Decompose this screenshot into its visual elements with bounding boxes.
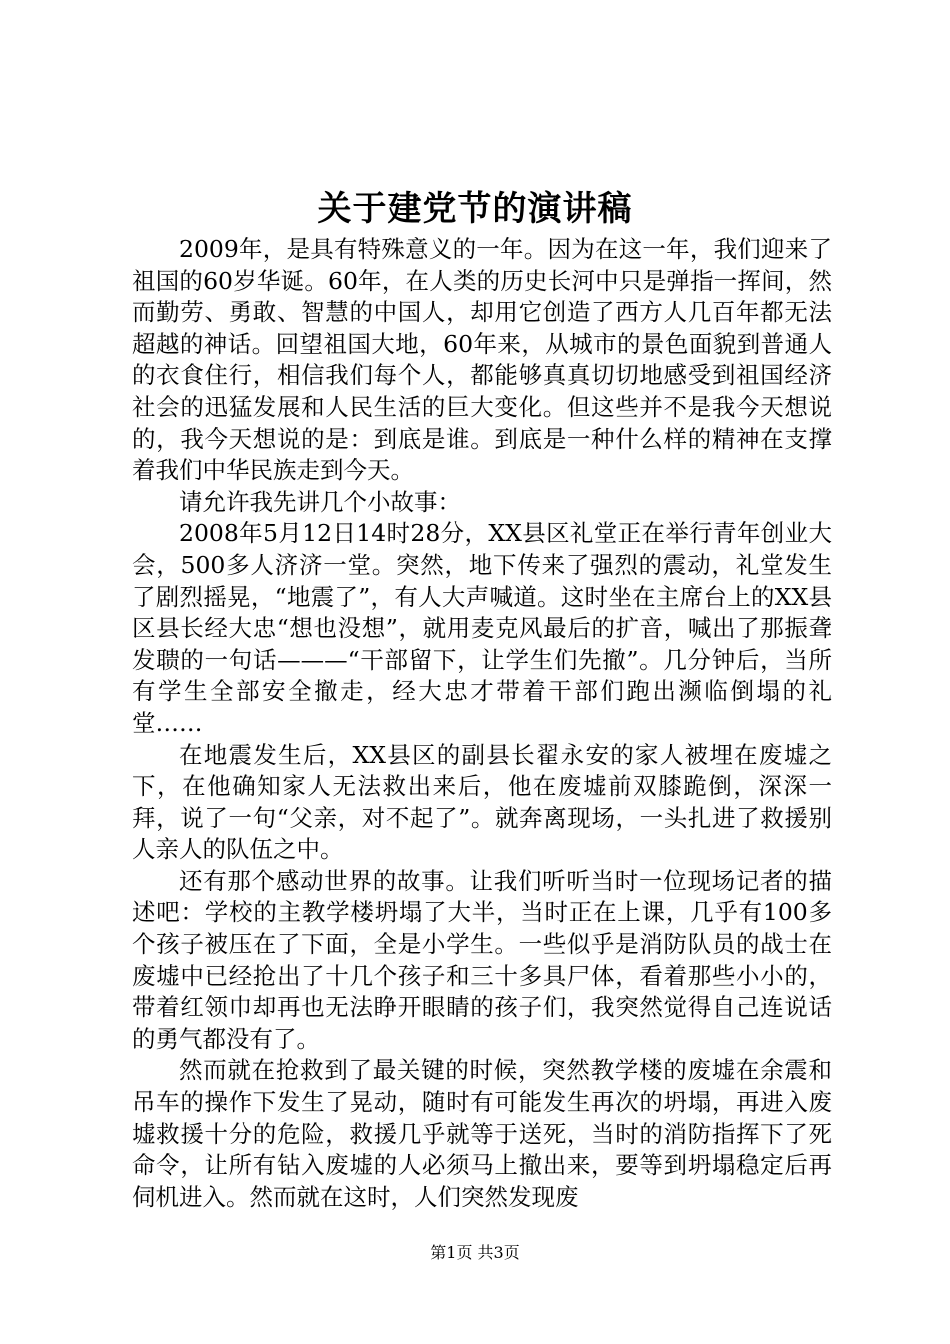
document-title: 关于建党节的演讲稿 — [317, 189, 633, 229]
page-number-footer: 第1页 共3页 — [430, 1243, 520, 1262]
document-body — [132, 234, 832, 1213]
paragraph-6: 然而就在抢救到了最关键的时候，突然教学楼的废墟在余震和吊车的操作下发生了晃动，随时有可能发生再次的坍塌，再进入废墟救援十分的危险，救援几乎就等于送死，当时的消防指挥下了死命令，让所有钻入废墟的人必须马上撤出来，要等到坍塌稳定后再伺机进入。然而就在这时，人们突然发现废 — [132, 1056, 832, 1211]
paragraph-3: 2008年5月12日14时28分，XX县区礼堂正在举行青年创业大会，500多人济济一堂。突然，地下传来了强烈的震动，礼堂发生了剧烈摇晃，“地震了”，有人大声喊道。这时坐在主席台上的XX县区县长经大忠“想也没想”，就用麦克风最后的扩音，喊出了那振聋发聩的一句话———“干部留下，让学生们先撤”。几分钟后，当所有学生全部安全撤走，经大忠才带着干部们跑出濒临倒塌的礼堂…… — [132, 519, 832, 737]
paragraph-2: 请允许我先讲几个小故事： — [179, 487, 461, 516]
paragraph-1: 2009年，是具有特殊意义的一年。因为在这一年，我们迎来了祖国的60岁华诞。60年，在人类的历史长河中只是弹指一挥间，然而勤劳、勇敢、智慧的中国人，却用它创造了西方人几百年都无法超越的神话。回望祖国大地，60年来，从城市的景色面貌到普通人的衣食住行，相信我们每个人，都能够真真切切地感受到祖国经济社会的迅猛发展和人民生活的巨大变化。但这些并不是我今天想说的，我今天想说的是：到底是谁。到底是一种什么样的精神在支撑着我们中华民族走到今天。 — [132, 235, 832, 485]
paragraph-4: 在地震发生后，XX县区的副县长翟永安的家人被埋在废墟之下，在他确知家人无法救出来后，他在废墟前双膝跪倒，深深一拜，说了一句“父亲，对不起了”。就奔离现场，一头扎进了救援别人亲人的队伍之中。 — [132, 740, 832, 864]
paragraph-5: 还有那个感动世界的故事。让我们听听当时一位现场记者的描述吧：学校的主教学楼坍塌了大半，当时正在上课，几乎有100多个孩子被压在了下面，全是小学生。一些似乎是消防队员的战士在废墟中已经抢出了十几个孩子和三十多具尸体，看着那些小小的，带着红领巾却再也无法睁开眼睛的孩子们，我突然觉得自己连说话的勇气都没有了。 — [132, 866, 832, 1053]
